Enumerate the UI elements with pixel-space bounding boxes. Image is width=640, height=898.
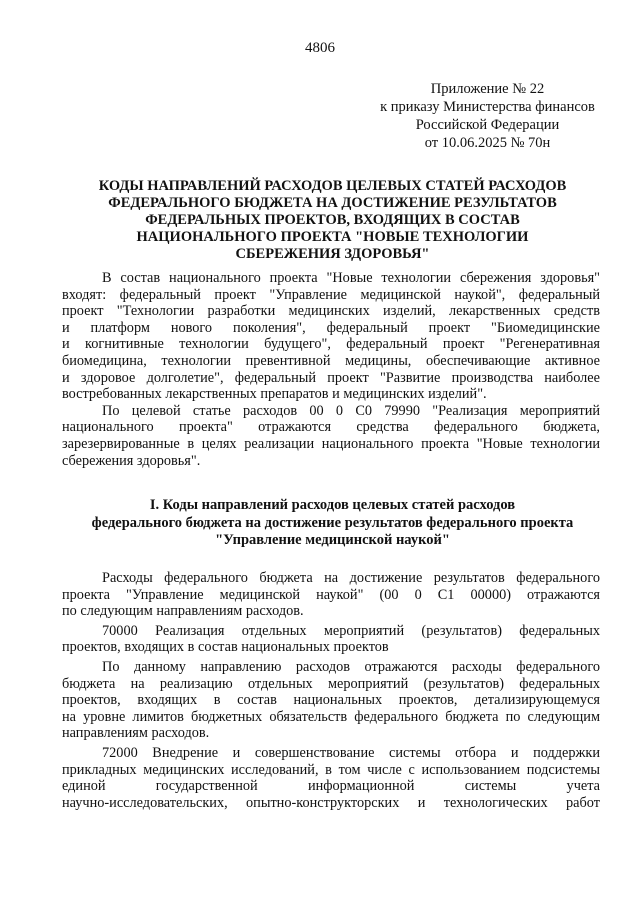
text-line: биомедицина, технологии превентивной медицины, обеспечивающие активное bbox=[62, 352, 600, 369]
document-title bbox=[60, 178, 605, 263]
title-line: ФЕДЕРАЛЬНОГО БЮДЖЕТА НА ДОСТИЖЕНИЕ РЕЗУЛЬТАТОВ bbox=[108, 195, 557, 211]
text-line: на уровне лимитов бюджетных обязательств федерального бюджета по следующим bbox=[62, 708, 600, 725]
text-line: В состав национального проекта "Новые технологии сбережения здоровья" bbox=[102, 270, 600, 286]
text-line: сбережения здоровья". bbox=[62, 452, 201, 469]
title-line: КОДЫ НАПРАВЛЕНИЙ РАСХОДОВ ЦЕЛЕВЫХ СТАТЕЙ РАСХОДОВ bbox=[98, 178, 567, 194]
title-line: ФЕДЕРАЛЬНЫХ ПРОЕКТОВ, ВХОДЯЩИХ В СОСТАВ bbox=[145, 212, 520, 228]
text-line: прикладных медицинских исследований, в том числе с использованием подсистемы bbox=[62, 761, 600, 778]
text-line: и платформ нового поколения", федеральный проект "Биомедицинские bbox=[62, 319, 600, 336]
section-paragraph-3 bbox=[62, 659, 600, 742]
text-line: научно-исследовательских, опытно-конструкторских и технологических работ bbox=[62, 794, 600, 811]
title-line: СБЕРЕЖЕНИЯ ЗДОРОВЬЯ" bbox=[235, 246, 430, 262]
intro-paragraph-1 bbox=[62, 270, 600, 403]
heading-line: федерального бюджета на достижение результатов федерального проекта bbox=[91, 514, 574, 531]
appendix-line: от 10.06.2025 № 70н bbox=[424, 135, 551, 151]
appendix-line: Российской Федерации bbox=[415, 117, 560, 133]
section-paragraph-1 bbox=[62, 570, 600, 620]
section-paragraph-4 bbox=[62, 745, 600, 811]
intro-text bbox=[62, 270, 600, 469]
appendix-block bbox=[370, 80, 605, 152]
text-line: по следующим направлениям расходов. bbox=[62, 603, 304, 620]
section-paragraph-2 bbox=[62, 623, 600, 656]
text-line: По данному направлению расходов отражаются расходы федерального bbox=[102, 658, 600, 675]
text-line: национального проекта" отражаются средства федерального бюджета, bbox=[62, 419, 600, 436]
heading-line: "Управление медицинской наукой" bbox=[215, 532, 450, 548]
text-line: зарезервированные в целях реализации национального проекта "Новые технологии bbox=[62, 435, 600, 452]
heading-line: I. Коды направлений расходов целевых статей расходов bbox=[149, 497, 516, 513]
section-heading bbox=[60, 497, 605, 550]
appendix-line: Приложение № 22 bbox=[430, 81, 545, 97]
intro-paragraph-2 bbox=[62, 403, 600, 469]
text-line: востребованных лекарственных препаратов и медицинских изделий". bbox=[62, 386, 487, 403]
section-text bbox=[62, 570, 600, 811]
text-line: бюджета на реализацию отдельных мероприятий (результатов) федеральных bbox=[62, 675, 600, 692]
page-number: 4806 bbox=[305, 40, 335, 56]
text-line: 70000 Реализация отдельных мероприятий (результатов) федеральных bbox=[102, 622, 600, 639]
text-line: Расходы федерального бюджета на достижение результатов федерального bbox=[102, 570, 600, 586]
text-line: проектов, входящих в состав национальных проектов, детализирующемуся bbox=[62, 692, 600, 709]
appendix-line: к приказу Министерства финансов bbox=[380, 99, 595, 115]
text-line: проект "Технологии разработки медицинских изделий, лекарственных средств bbox=[62, 303, 600, 320]
text-line: и здоровое долголетие", федеральный проект "Развитие производства наиболее bbox=[62, 369, 600, 386]
text-line: По целевой статье расходов 00 0 С0 79990 "Реализация мероприятий bbox=[102, 402, 600, 419]
text-line: и когнитивные технологии будущего", федеральный проект "Регенеративная bbox=[62, 336, 600, 353]
text-line: проектов, входящих в состав национальных проектов bbox=[62, 639, 389, 656]
text-line: единой государственной информационной системы учета bbox=[62, 778, 600, 795]
text-line: направлениям расходов. bbox=[62, 725, 210, 742]
text-line: 72000 Внедрение и совершенствование системы отбора и поддержки bbox=[102, 744, 600, 761]
title-line: НАЦИОНАЛЬНОГО ПРОЕКТА "НОВЫЕ ТЕХНОЛОГИИ bbox=[136, 229, 529, 245]
text-line: проекта "Управление медицинской наукой" (00 0 С1 00000) отражаются bbox=[62, 586, 600, 603]
text-line: входят: федеральный проект "Управление медицинской наукой", федеральный bbox=[62, 286, 600, 303]
